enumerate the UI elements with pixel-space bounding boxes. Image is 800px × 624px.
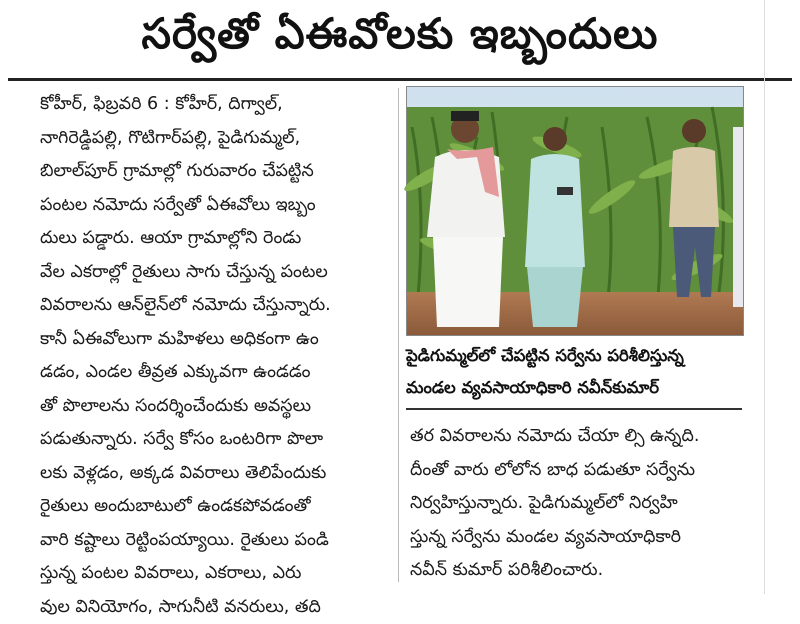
photo-caption <box>406 340 742 404</box>
body-line: నిర్వహిస్తున్నారు. పైడిగుమ్మల్‌లో నిర్వహి <box>410 487 750 521</box>
caption-rule <box>406 408 742 410</box>
body-line: లకు వెళ్లడం, అక్కడ వివరాలు తెలిపేందుకు <box>12 457 394 491</box>
headline-rule <box>8 78 792 81</box>
body-line: డడం, ఎండల తీవ్రత ఎక్కువగా ఉండడం <box>12 356 394 390</box>
headline: సర్వేతో ఏఈవోలకు ఇబ్బందులు <box>0 0 800 78</box>
body-line: కానీ ఏఈవోలుగా మహిళలు అధికంగా ఉం <box>12 323 394 357</box>
page-edge-rule <box>764 0 765 594</box>
body-line: వివరాలను ఆన్‌లైన్‌లో నమోదు చేస్తున్నారు. <box>12 289 394 323</box>
body-line: వేల ఎకరాల్లో రైతులు సాగు చేస్తున్న పంటల <box>12 256 394 290</box>
right-column-body <box>410 420 750 590</box>
body-line: పంటల నమోదు సర్వేతో ఏఈవోలు ఇబ్బం <box>12 189 394 223</box>
field-survey-photo <box>407 87 743 335</box>
body-line: కోహీర్‌, ఫిబ్రవరి 6 : కోహీర్‌, దిగ్వాల్‌, <box>12 88 394 122</box>
body-line: రైతులు అందుబాటులో ఉండకపోవడంతో <box>12 490 394 524</box>
body-line: వారి కష్టాలు రెట్టింపయ్యాయి. రైతులు పండి <box>12 524 394 558</box>
column-divider <box>398 88 399 582</box>
body-line: తర వివరాలను నమోదు చేయా ల్సి ఉన్నది. <box>410 420 750 454</box>
news-photo <box>406 86 744 336</box>
body-line: తో పొలాలను సందర్శించేందుకు అవస్థలు <box>12 390 394 424</box>
body-line: పడుతున్నారు. సర్వే కోసం ఒంటరిగా పొలా <box>12 423 394 457</box>
caption-line: మండల వ్యవసాయాధికారి నవీన్‌కుమార్‌ <box>406 372 742 404</box>
body-line: స్తున్న సర్వేను మండల వ్యవసాయాధికారి <box>410 521 750 555</box>
body-line: వుల వినియోగం, సాగునీటి వనరులు, తది <box>12 591 394 624</box>
caption-line: పైడిగుమ్మల్‌లో చేపట్టిన సర్వేను పరిశీలిస్తున్న <box>406 340 742 372</box>
body-line: దీంతో వారు లోలోన బాధ పడుతూ సర్వేను <box>410 454 750 488</box>
body-line: స్తున్న పంటల వివరాలు, ఎకరాలు, ఎరు <box>12 557 394 591</box>
body-line: బిలాల్‌పూర్‌ గ్రామాల్లో గురువారం చేపట్టిన <box>12 155 394 189</box>
body-line: దులు పడ్డారు. ఆయా గ్రామాల్లోని రెండు <box>12 222 394 256</box>
left-column-body <box>12 88 394 588</box>
body-line: నాగిరెడ్డిపల్లి, గొటిగార్‌పల్లి, పైడిగుమ్మల్‌, <box>12 122 394 156</box>
body-line: నవీన్‌ కుమార్‌ పరిశీలించారు. <box>410 554 750 588</box>
